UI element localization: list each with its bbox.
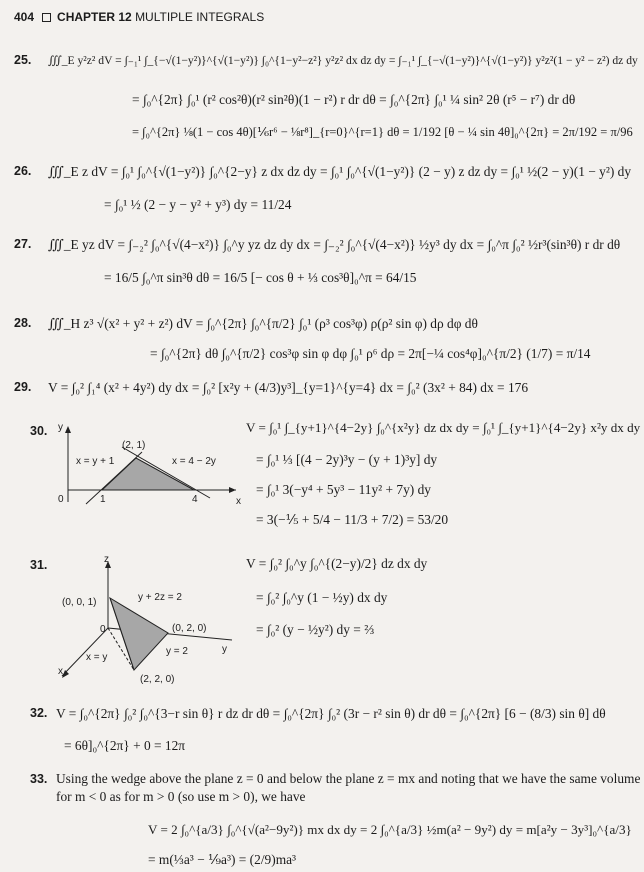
line-label: x = y	[86, 652, 108, 663]
equation-line: ∭_E z dV = ∫₀¹ ∫₀^{√(1−y²)} ∫₀^{2−y} z dx dz dy = ∫₀¹ ∫₀^{√(1−y²)} (2 − y) z dz dy = ∫₀¹ ½(2 − y)(1 − y²) dy	[48, 164, 632, 179]
x-axis-label: x	[58, 666, 63, 677]
equation-line: = ∫₀² ∫₀^y (1 − ½y) dx dy	[256, 590, 388, 605]
equation-line: V = ∫₀² ∫₁⁴ (x² + 4y²) dy dx = ∫₀² [x²y + (4/3)y³]_{y=1}^{y=4} dx = ∫₀² (3x² + 84) dx = 176	[48, 380, 529, 395]
equation-line: V = ∫₀² ∫₀^y ∫₀^{(2−y)/2} dz dx dy	[246, 556, 428, 571]
y-axis-arrow-icon	[65, 426, 71, 433]
point-label: (0, 2, 0)	[172, 623, 207, 634]
page-header	[14, 10, 264, 24]
x-axis-arrow-icon	[229, 487, 236, 493]
equation-line: = 16/5 ∫₀^π sin³θ dθ = 16/5 [− cos θ + ⅓ cos³θ]₀^π = 64/15	[104, 270, 417, 285]
x-axis-arrow-icon	[62, 670, 69, 678]
tick-label: 4	[192, 494, 198, 505]
problem-number: 28.	[14, 316, 32, 330]
equation-line: = ∫₀^{2π} dθ ∫₀^{π/2} cos³φ sin φ dφ ∫₀¹ ρ⁶ dρ = 2π[−¼ cos⁴φ]₀^{π/2} (1/7) = π/14	[150, 346, 591, 361]
shaded-solid	[110, 598, 168, 670]
problem-number: 27.	[14, 237, 32, 251]
plane-label: y + 2z = 2	[138, 592, 182, 603]
problem-number: 33.	[30, 772, 48, 786]
equation-line: = 3(−⅕ + 5/4 − 11/3 + 7/2) = 53/20	[256, 512, 449, 527]
problem-number: 29.	[14, 380, 32, 394]
point-label: (2, 2, 0)	[140, 674, 175, 685]
point-label: (0, 0, 1)	[62, 597, 97, 608]
equation-line: = 6θ]₀^{2π} + 0 = 12π	[64, 738, 186, 753]
equation-line: = ∫₀¹ ⅓ [(4 − 2y)³y − (y + 1)³y] dy	[256, 452, 438, 467]
equation-line: V = ∫₀^{2π} ∫₀² ∫₀^{3−r sin θ} r dz dr dθ = ∫₀^{2π} ∫₀² (3r − r² sin θ) dr dθ = ∫₀^{2π} [6 − (8/3) sin θ] dθ	[56, 706, 606, 721]
chapter-title: MULTIPLE INTEGRALS	[135, 10, 265, 24]
y-axis-label: y	[222, 644, 227, 655]
origin-label: 0	[100, 624, 106, 635]
problem-number: 31.	[30, 558, 48, 572]
tick-label: 1	[100, 494, 106, 505]
equation-line: = ∫₀^{2π} ∫₀¹ (r² cos²θ)(r² sin²θ)(1 − r²) r dr dθ = ∫₀^{2π} ∫₀¹ ¼ sin² 2θ (r⁵ − r⁷) dr dθ	[132, 92, 576, 107]
y-axis-label: y	[58, 422, 63, 433]
equation-line: ∭_E yz dV = ∫₋₂² ∫₀^{√(4−x²)} ∫₀^y yz dz dy dx = ∫₋₂² ∫₀^{√(4−x²)} ½y³ dy dx = ∫₀^π ∫₀² ½r³(sin³θ) r dr dθ	[48, 237, 621, 252]
problem-number: 25.	[14, 53, 32, 67]
chapter-label: CHAPTER 12	[57, 10, 132, 24]
equation-line: V = 2 ∫₀^{a/3} ∫₀^{√(a²−9y²)} mx dx dy = 2 ∫₀^{a/3} ½m(a² − 9y²) dy = m[a²y − 3y³]₀^{a/3}	[148, 822, 632, 837]
line-label: x = y + 1	[76, 456, 115, 467]
solid-diagram-31	[56, 556, 246, 686]
square-icon	[42, 13, 51, 22]
equation-line: ∭_E y²z² dV = ∫₋₁¹ ∫_{−√(1−y²)}^{√(1−y²)} ∫₀^{1−y²−z²} y²z² dx dz dy = ∫₋₁¹ ∫_{−√(1−y²)}^{√(1−y²)} y²z²(1 − y² − z²) dz dy	[48, 54, 638, 67]
equation-line: = ∫₀¹ ½ (2 − y − y² + y³) dy = 11/24	[104, 197, 292, 212]
problem-number: 30.	[30, 424, 48, 438]
problem-number: 26.	[14, 164, 32, 178]
x-axis-label: x	[236, 496, 241, 507]
line-label: x = 4 − 2y	[172, 456, 216, 467]
equation-line: = ∫₀² (y − ½y²) dy = ⅔	[256, 622, 375, 637]
equation-line: = ∫₀¹ 3(−y⁴ + 5y³ − 11y² + 7y) dy	[256, 482, 432, 497]
problem-number: 32.	[30, 706, 48, 720]
z-axis-label: z	[104, 556, 109, 565]
equation-line: ∭_H z³ √(x² + y² + z²) dV = ∫₀^{2π} ∫₀^{π/2} ∫₀¹ (ρ³ cos³φ) ρ(ρ² sin φ) dρ dφ dθ	[48, 316, 478, 331]
equation-line: V = ∫₀¹ ∫_{y+1}^{4−2y} ∫₀^{x²y} dz dx dy = ∫₀¹ ∫_{y+1}^{4−2y} x²y dx dy	[246, 420, 641, 435]
point-label: (2, 1)	[122, 440, 146, 451]
origin-label: 0	[58, 494, 64, 505]
problem-text: Using the wedge above the plane z = 0 and below the plane z = mx and noting that we have the same volume for m < 0 as for m > 0 (so use m > 0), we have	[56, 771, 641, 804]
equation-line: = ∫₀^{2π} ⅛(1 − cos 4θ)[⅙r⁶ − ⅛r⁸]_{r=0}^{r=1} dθ = 1/192 [θ − ¼ sin 4θ]₀^{2π} = 2π/192 = π/96	[132, 125, 633, 139]
equation-line: = m(⅓a³ − ⅑a³) = (2/9)ma³	[148, 852, 297, 867]
page-number: 404	[14, 10, 35, 24]
line-label: y = 2	[166, 646, 188, 657]
region-diagram-30	[44, 420, 244, 510]
